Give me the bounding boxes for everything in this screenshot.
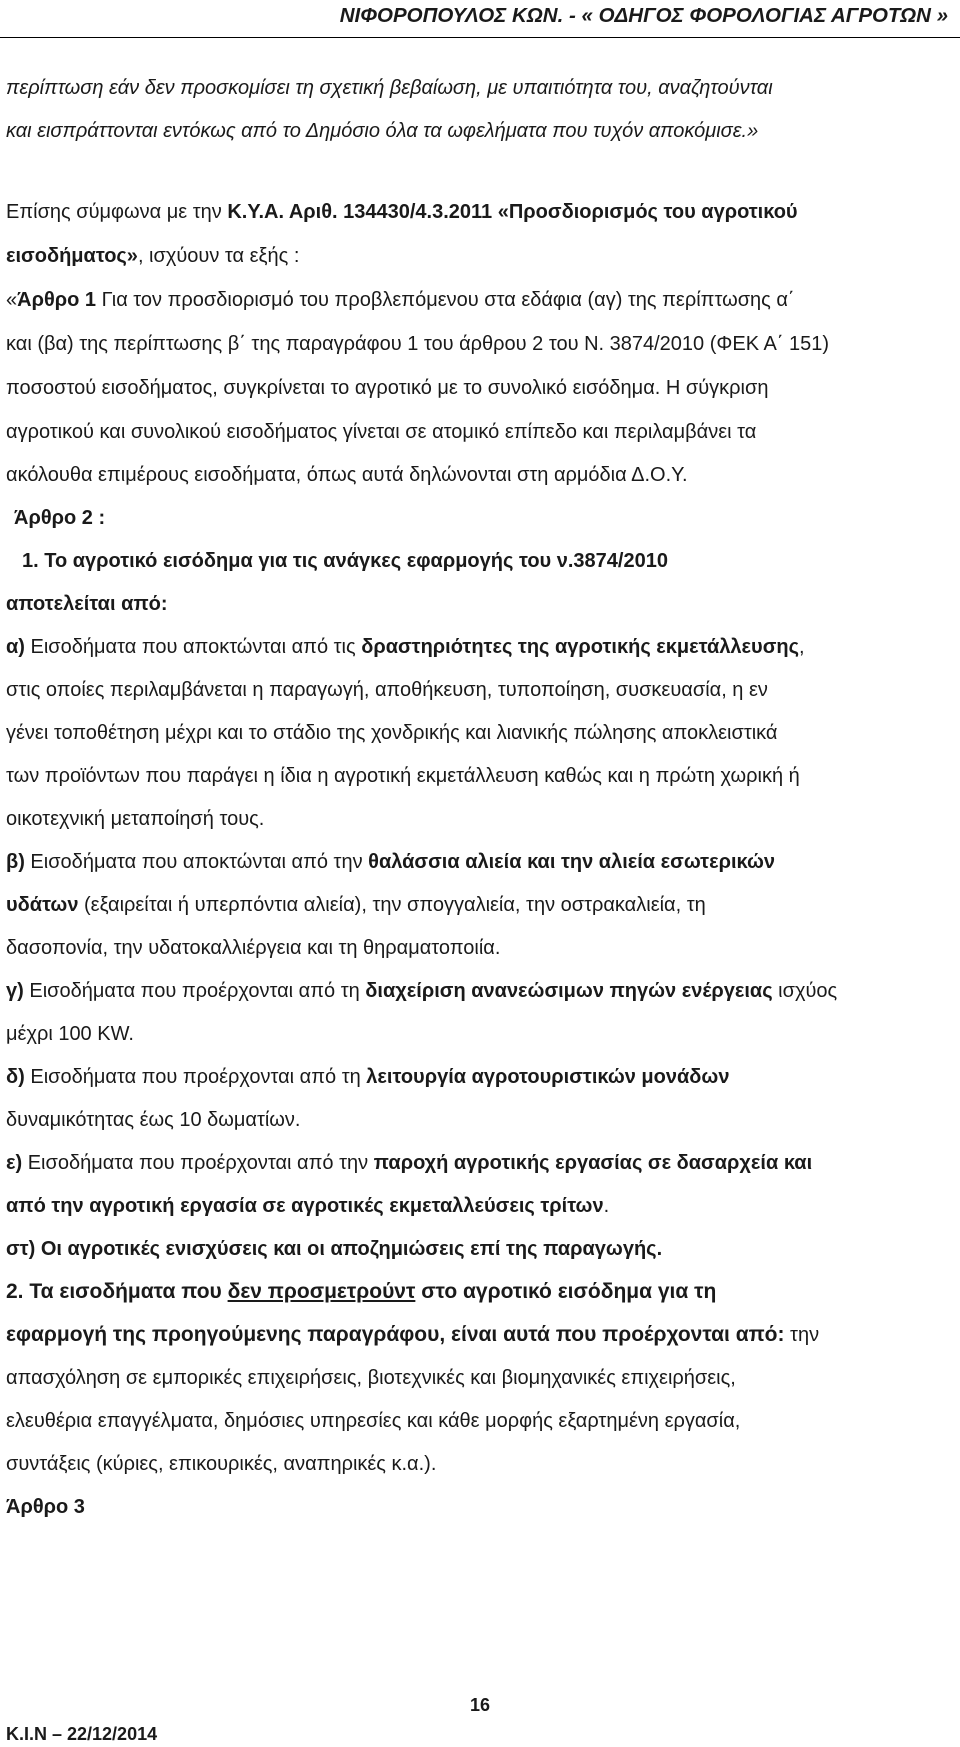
para2-line-3: απασχόληση σε εμπορικές επιχειρήσεις, βιοτεχνικές και βιομηχανικές επιχειρήσεις, <box>6 1367 736 1389</box>
item-a-line-5: οικοτεχνική μεταποίησή τους. <box>6 808 265 830</box>
page-number: 16 <box>470 1695 491 1715</box>
item-a-bold: δραστηριότητες της αγροτικής εκμετάλλευσης <box>361 636 799 658</box>
article3-heading: Άρθρο 3 <box>6 1496 85 1518</box>
item-b-text-2: (εξαιρείται ή υπερπόντια αλιεία), την σπογγαλιεία, την οστρακαλιεία, τη <box>78 894 706 916</box>
item-b-line-1 <box>6 848 775 876</box>
item-d-line-2: δυναμικότητας έως 10 δωματίων. <box>6 1109 301 1131</box>
article1-text: Για τον προσδιορισμό του προβλεπόμενου στα εδάφια (αγ) της περίπτωσης α΄ <box>96 289 795 311</box>
item-b-line-3: δασοπονία, την υδατοκαλλιέργεια και τη θηραματοποιία. <box>6 937 501 959</box>
item-d-line-1 <box>6 1063 729 1091</box>
item-d-text: Εισοδήματα που προέρχονται από τη <box>24 1066 367 1088</box>
article1-line-5: ακόλουθα επιμέρους εισοδήματα, όπως αυτά δηλώνονται στη αρμόδια Δ.Ο.Υ. <box>6 464 688 486</box>
article1-line-3: ποσοστού εισοδήματος, συγκρίνεται το αγροτικό με το συνολικό εισόδημα. Η σύγκριση <box>6 377 769 399</box>
item-a-line-4: των προϊόντων που παράγει η ίδια η αγροτική εκμετάλλευση καθώς και η πρώτη χωρική ή <box>6 765 800 787</box>
item-a-label: α) <box>6 636 25 658</box>
item-c-label: γ) <box>6 980 24 1002</box>
item-c-line-1 <box>6 977 837 1005</box>
para2-line-2 <box>6 1321 819 1349</box>
para2-bold: εφαρμογή της προηγούμενης παραγράφου, είναι αυτά που προέρχονται από: <box>6 1323 785 1346</box>
article2-para1-line-2: αποτελείται από: <box>6 593 168 615</box>
article2-heading: Άρθρο 2 : <box>14 507 106 529</box>
item-e-label: ε) <box>6 1152 23 1174</box>
item-e-bold-2: από την αγροτική εργασία σε αγροτικές εκμεταλλεύσεις τρίτων <box>6 1195 604 1217</box>
open-quote: « <box>6 289 18 311</box>
article2-para1-line-1: 1. Το αγροτικό εισόδημα για τις ανάγκες εφαρμογής του ν.3874/2010 <box>22 550 668 572</box>
para2-rest: την <box>784 1324 820 1346</box>
item-e-line-2 <box>6 1192 609 1220</box>
reference-title-end: εισοδήματος» <box>6 245 138 267</box>
header-rule <box>0 37 960 38</box>
item-b-text: Εισοδήματα που αποκτώνται από την <box>24 851 369 873</box>
item-d-bold: λειτουργία αγροτουριστικών μονάδων <box>366 1066 730 1088</box>
item-a-post: , <box>799 636 805 658</box>
item-c-text: Εισοδήματα που προέρχονται από τη <box>23 980 366 1002</box>
footer-date: Κ.Ι.Ν – 22/12/2014 <box>6 1724 158 1744</box>
item-c-line-2: μέχρι 100 KW. <box>6 1023 134 1045</box>
item-a-text: Εισοδήματα που αποκτώνται από τις <box>24 636 362 658</box>
article1-line-1 <box>6 286 795 314</box>
article1-line-4: αγροτικού και συνολικού εισοδήματος γίνεται σε ατομικό επίπεδο και περιλαμβάνει τα <box>6 421 757 443</box>
article1-line-2: και (βα) της περίπτωσης β΄ της παραγράφου 1 του άρθρου 2 του Ν. 3874/2010 (ΦΕΚ Α΄ 151) <box>6 333 830 355</box>
item-b-label: β) <box>6 851 25 873</box>
item-d-label: δ) <box>6 1066 25 1088</box>
item-b-bold-2: υδάτων <box>6 894 79 916</box>
item-e-bold: παροχή αγροτικής εργασίας σε δασαρχεία και <box>373 1152 813 1174</box>
para2-line-4: ελευθέρια επαγγέλματα, δημόσιες υπηρεσίες και κάθε μορφής εξαρτημένη εργασία, <box>6 1410 741 1432</box>
para2-post: στο αγροτικό εισόδημα για τη <box>415 1280 717 1303</box>
item-b-bold: θαλάσσια αλιεία και την αλιεία εσωτερικών <box>368 851 776 873</box>
para2-underlined: δεν προσμετρούντ <box>227 1280 416 1303</box>
para2-line-5: συντάξεις (κύριες, επικουρικές, αναπηρικές κ.α.). <box>6 1453 437 1475</box>
intro-line-2: και εισπράττονται εντόκως από το Δημόσιο όλα τα ωφελήματα που τυχόν αποκόμισε.» <box>6 120 759 142</box>
item-st: στ) Οι αγροτικές ενισχύσεις και οι αποζημιώσεις επί της παραγωγής. <box>6 1238 663 1260</box>
reference-prefix: Επίσης σύμφωνα με την <box>6 201 228 223</box>
item-e-post: . <box>603 1195 610 1217</box>
para2-pre: 2. Τα εισοδήματα που <box>6 1280 228 1303</box>
item-a-line-3: γένει τοποθέτηση μέχρι και το στάδιο της χονδρικής και λιανικής πώλησης αποκλειστικά <box>6 722 778 744</box>
item-e-line-1 <box>6 1149 812 1177</box>
para2-line-1 <box>6 1278 716 1306</box>
article1-label: Άρθρο 1 <box>17 289 97 311</box>
item-a-line-2: στις οποίες περιλαμβάνεται η παραγωγή, αποθήκευση, τυποποίηση, συσκευασία, η εν <box>6 679 768 701</box>
intro-line-1: περίπτωση εάν δεν προσκομίσει τη σχετική βεβαίωση, με υπαιτιότητα του, αναζητούνται <box>6 77 773 99</box>
item-c-bold: διαχείριση ανανεώσιμων πηγών ενέργειας <box>365 980 773 1002</box>
item-b-line-2 <box>6 891 706 919</box>
item-c-post: ισχύος <box>772 980 838 1002</box>
reference-suffix: , ισχύουν τα εξής : <box>137 245 300 267</box>
item-a-line-1 <box>6 633 805 661</box>
item-e-text: Εισοδήματα που προέρχονται από την <box>22 1152 374 1174</box>
reference-line-2 <box>6 242 299 270</box>
reference-title: Κ.Υ.Α. Αριθ. 134430/4.3.2011 «Προσδιορισμός του αγροτικού <box>227 201 798 223</box>
reference-line-1 <box>6 198 798 226</box>
running-header: ΝΙΦΟΡΟΠΟΥΛΟΣ ΚΩΝ. - « ΟΔΗΓΟΣ ΦΟΡΟΛΟΓΙΑΣ ΑΓΡΟΤΩΝ » <box>339 4 948 27</box>
